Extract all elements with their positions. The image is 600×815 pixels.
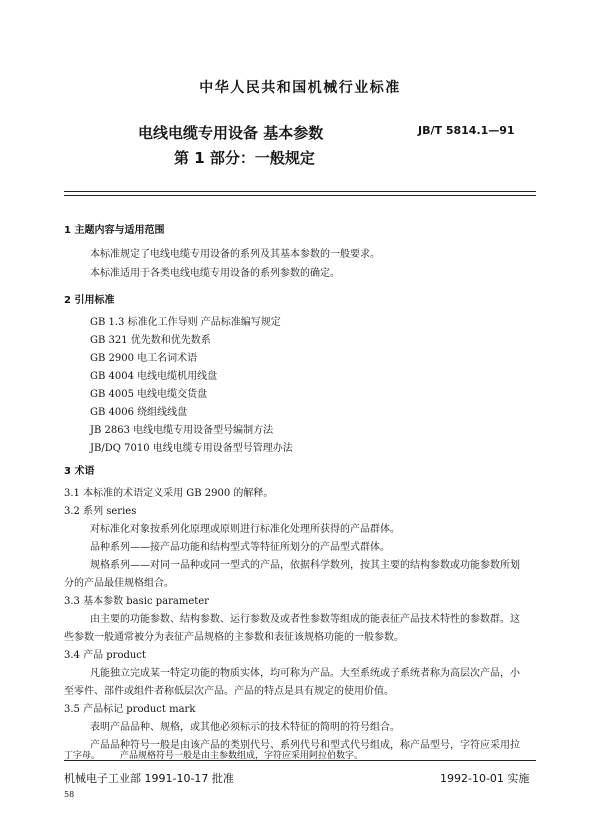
reference-item: GB 2900 电工名词术语 (90, 353, 198, 364)
clause-3-5-paragraph-tail: 丁字母。 (64, 751, 101, 761)
clause-3-3-paragraph: 由主要的功能参数、结构参数、运行参数及或者性参数等组成的能表征产品技术特性的参数群。这 (90, 614, 520, 625)
clause-3-1: 3.1 本标准的术语定义采用 GB 2900 的解释。 (64, 488, 274, 499)
page-number: 58 (64, 790, 75, 799)
top-rule (64, 191, 536, 192)
clause-3-4-paragraph: 凡能独立完成某一特定功能的物质实体，均可称为产品。大至系统或子系统者称为高层次产品，小 (90, 668, 520, 679)
reference-item: JB 2863 电线电缆专用设备型号编制方法 (90, 425, 274, 436)
clause-3-2-heading: 3.2 系列 series (64, 506, 137, 517)
reference-item: GB 321 优先数和优先数系 (90, 335, 211, 346)
clause-3-3-heading: 3.3 基本参数 basic parameter (64, 596, 209, 607)
clause-3-3-paragraph-cont: 些参数一般通常被分为表征产品规格的主参数和表征该规格功能的一般参数。 (64, 632, 404, 643)
approval-line: 机械电子工业部 1991-10-17 批准 (64, 772, 234, 785)
clause-3-2-paragraph: 规格系列——对同一品种或同一型式的产品，依据科学数列，按其主要的结构参数或功能参数所划 (90, 560, 520, 571)
standard-header: 中华人民共和国机械行业标准 (199, 80, 401, 96)
section-1-paragraph-2: 本标准适用于各类电线电缆专用设备的系列参数的确定。 (90, 268, 340, 279)
reference-item: GB 1.3 标准化工作导则 产品标准编写规定 (90, 317, 281, 328)
section-1-heading: 1 主题内容与适用范围 (64, 225, 165, 236)
reference-item: GB 4004 电线电缆机用线盘 (90, 371, 218, 382)
clause-3-5-heading: 3.5 产品标记 product mark (64, 704, 196, 715)
clause-3-4-paragraph-cont: 至零件、部件或组件者称低层次产品。产品的特点是具有规定的使用价值。 (64, 686, 394, 697)
clause-3-2-paragraph: 对标准化对象按系列化原理或原则进行标准化处理所获得的产品群体。 (90, 524, 400, 535)
section-1-paragraph-1: 本标准规定了电线电缆专用设备的系列及其基本参数的一般要求。 (90, 249, 380, 260)
reference-item: GB 4005 电线电缆交货盘 (90, 389, 208, 400)
clause-3-5-paragraph: 产品品种符号一般是由该产品的类别代号、系列代号和型式代号组成，称产品型号，字符应采用拉 (90, 740, 520, 751)
clause-3-2-paragraph: 品种系列——接产品功能和结构型式等特征所划分的产品型式群体。 (90, 542, 390, 553)
reference-item: JB/DQ 7010 电线电缆专用设备型号管理办法 (90, 443, 293, 454)
standard-code: JB/T 5814.1—91 (418, 124, 515, 137)
clause-3-5-paragraph: 表明产品品种、规格，或其他必须标示的技术特征的简明的符号组合。 (90, 722, 400, 733)
clause-3-2-paragraph-cont: 分的产品最佳规格组合。 (64, 578, 174, 589)
section-3-heading: 3 术语 (64, 466, 95, 477)
clause-3-4-heading: 3.4 产品 product (64, 650, 146, 661)
effective-date: 1992-10-01 实施 (440, 772, 530, 785)
title-line-2: 第 1 部分：一般规定 (174, 149, 315, 167)
top-rule-thin (64, 195, 536, 196)
clause-3-5-paragraph-tail: 产品规格符号一般是由主参数组成，字符应采用阿拉伯数字。 (120, 751, 364, 761)
section-2-heading: 2 引用标准 (64, 295, 115, 306)
reference-item: GB 4006 绕组线线盘 (90, 407, 188, 418)
title-line-1: 电线电缆专用设备 基本参数 (138, 124, 324, 142)
